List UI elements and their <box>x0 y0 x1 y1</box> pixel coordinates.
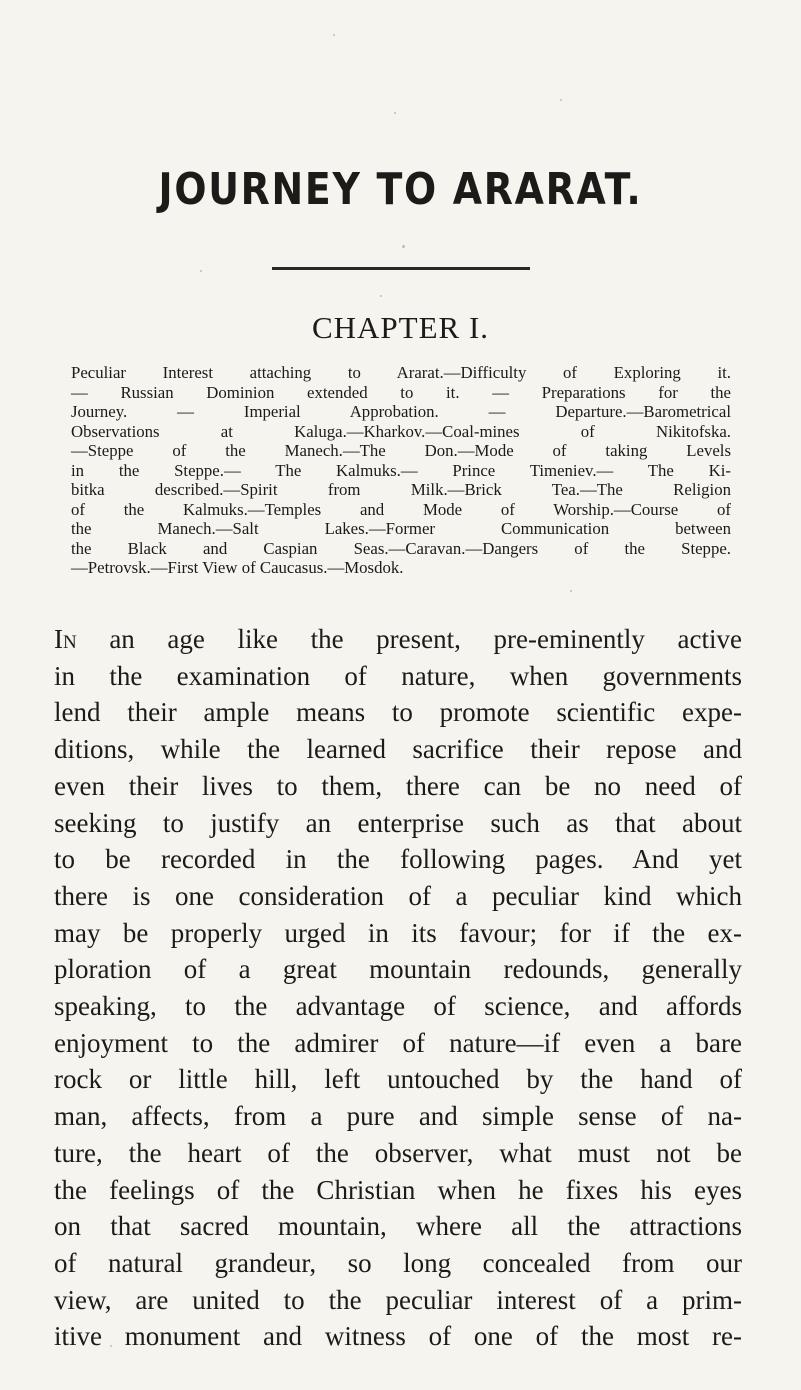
body-line: seeking to justify an enterprise such as that about <box>54 807 742 838</box>
summary-line: bitka described.—Spirit from Milk.—Brick Tea.—The Religion <box>71 480 731 499</box>
body-line: view, are united to the peculiar interest of a prim- <box>54 1284 742 1315</box>
body-line-first-rest: an age like the present, pre-eminently active <box>76 624 742 654</box>
summary-line: the Black and Caspian Seas.—Caravan.—Dangers of the Steppe. <box>71 538 731 558</box>
body-line: ture, the heart of the observer, what must not be <box>54 1137 742 1168</box>
summary-line: Journey. — Imperial Approbation. — Departure.—Barometrical <box>71 402 731 421</box>
drop-word: In <box>54 624 77 654</box>
body-line: to be recorded in the following pages. And yet <box>54 844 742 875</box>
summary-line: Peculiar Interest attaching to Ararat.—Difficulty of Exploring it. <box>71 363 731 382</box>
summary-line: of the Kalmuks.—Temples and Mode of Worship.—Course of <box>71 499 731 519</box>
book-title: JOURNEY TO ARARAT. <box>158 164 643 215</box>
body-line: enjoyment to the admirer of nature—if even a bare <box>54 1027 742 1058</box>
body-line: ditions, while the learned sacrifice their repose and <box>54 734 742 765</box>
body-line: itive monument and witness of one of the most re- <box>54 1321 742 1352</box>
chapter-heading: CHAPTER I. <box>311 310 490 345</box>
body-paragraph <box>54 621 742 1355</box>
body-line: the feelings of the Christian when he fixes his eyes <box>54 1174 742 1205</box>
summary-line: Observations at Kaluga.—Kharkov.—Coal-mines of Nikitofska. <box>71 421 731 441</box>
body-line: lend their ample means to promote scientific expe- <box>54 697 742 728</box>
body-line: in the examination of nature, when governments <box>54 660 742 691</box>
body-line: ploration of a great mountain redounds, generally <box>54 954 742 985</box>
title-rule <box>272 267 530 270</box>
summary-line: —Steppe of the Manech.—The Don.—Mode of taking Levels <box>71 441 731 460</box>
body-line: even their lives to them, there can be no need of <box>54 770 742 801</box>
body-line-first <box>54 621 742 658</box>
body-line: speaking, to the advantage of science, and affords <box>54 991 742 1022</box>
body-line: rock or little hill, left untouched by the hand of <box>54 1064 742 1095</box>
summary-line: —Petrovsk.—First View of Caucasus.—Mosdok. <box>71 558 404 577</box>
body-line: there is one consideration of a peculiar kind which <box>54 880 742 911</box>
summary-line: — Russian Dominion extended to it. — Preparations for the <box>71 382 731 402</box>
summary-line: in the Steppe.— The Kalmuks.— Prince Timeniev.— The Ki- <box>71 460 731 480</box>
summary-line: the Manech.—Salt Lakes.—Former Communication between <box>71 519 731 538</box>
body-line: of natural grandeur, so long concealed from our <box>54 1247 742 1278</box>
chapter-summary <box>71 363 731 578</box>
body-line: on that sacred mountain, where all the attractions <box>54 1211 742 1242</box>
body-line: man, affects, from a pure and simple sense of na- <box>54 1101 742 1132</box>
body-line: may be properly urged in its favour; for if the ex- <box>54 917 742 948</box>
